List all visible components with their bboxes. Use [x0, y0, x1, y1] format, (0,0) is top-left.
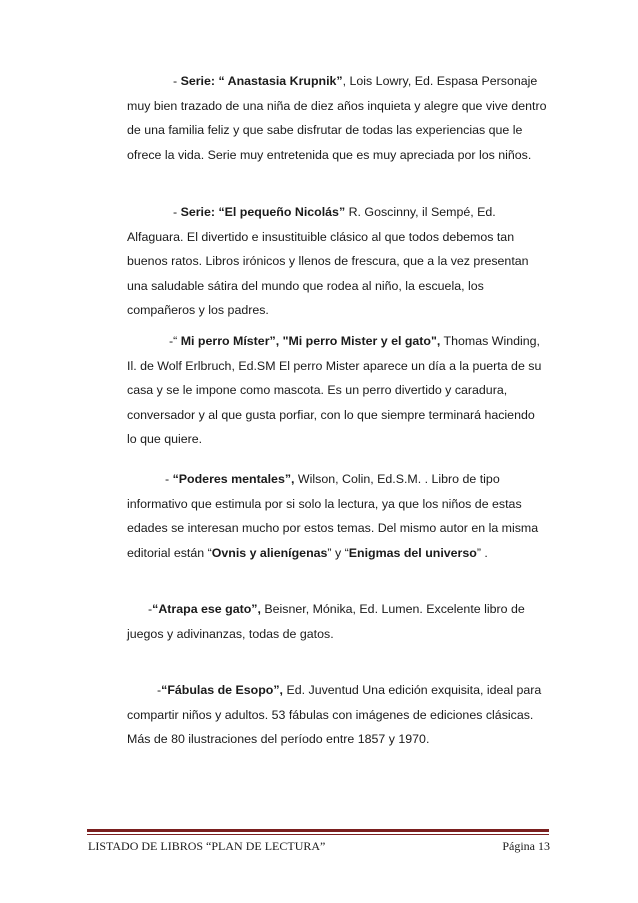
entry-dash: - — [165, 472, 173, 486]
entry-title: Serie: “ Anastasia Krupnik” — [180, 74, 343, 88]
entry-dash: - — [173, 74, 181, 88]
book-entry-mi-perro-mister — [127, 329, 547, 452]
entry-text: Wilson, Colin, Ed.S.M. . Libro de tipo informativo que estimula por si solo la lectura, ya que los niños de estas edades se interesan mucho por estos temas. Del mismo autor en la misma editorial están “ — [127, 472, 539, 560]
related-title-enigmas: Enigmas del universo — [348, 545, 477, 560]
footer-rule-thin — [87, 834, 549, 835]
entry-dash: - — [148, 602, 153, 616]
entry-title: “Poderes mentales”, — [172, 472, 295, 486]
entry-dash: -“ — [169, 334, 181, 348]
entry-title: Mi perro Míster”, "Mi perro Mister y el gato", — [180, 334, 441, 348]
footer-page-number: Página 13 — [502, 839, 550, 853]
book-entry-atrapa-ese-gato — [127, 597, 547, 646]
footer-document-title: LISTADO DE LIBROS “PLAN DE LECTURA” — [88, 839, 326, 853]
book-entry-anastasia-krupnik — [127, 69, 547, 167]
entry-text: Thomas Winding, Il. de Wolf Erlbruch, Ed.SM El perro Mister aparece un día a la puerta de su casa y se le impone como mascota. Es un perro divertido y caradura, conversador y al que gusta porfiar, con lo que siempre terminará haciendo lo que quiere. — [127, 334, 542, 447]
related-title-ovnis: Ovnis y alienígenas — [211, 545, 328, 560]
entry-title: “Atrapa ese gato”, — [152, 602, 261, 616]
book-entry-pequeno-nicolas — [127, 200, 547, 323]
entry-text-connector: ” y “ — [327, 545, 349, 560]
entry-dash: - — [157, 683, 162, 697]
entry-text-end: ” . — [476, 545, 488, 560]
entry-text: Beisner, Mónika, Ed. Lumen. Excelente libro de juegos y adivinanzas, todas de gatos. — [127, 602, 525, 641]
entry-text: , Lois Lowry, Ed. Espasa Personaje muy bien trazado de una niña de diez años inquieta y alegre que vive dentro de una familia feliz y que sabe disfrutar de todas las experiencias que le ofrece la vida. Serie muy entretenida que es muy apreciada por los niños. — [127, 74, 547, 162]
entry-title: Serie: “El pequeño Nicolás” — [180, 205, 346, 219]
book-entry-poderes-mentales — [127, 467, 547, 565]
entry-title: “Fábulas de Esopo”, — [161, 683, 284, 697]
footer-rule-thick — [87, 829, 549, 832]
book-entry-fabulas-de-esopo — [127, 678, 547, 752]
entry-text: R. Goscinny, il Sempé, Ed. Alfaguara. El divertido e insustituible clásico al que todos debemos tan buenos ratos. Libros irónicos y llenos de frescura, que a la vez presentan una saludable sátira del mundo que rodea al niño, la escuela, los compañeros y los padres. — [127, 205, 529, 318]
entry-text: Ed. Juventud Una edición exquisita, ideal para compartir niños y adultos. 53 fábulas con imágenes de ediciones clásicas. Más de 80 ilustraciones del período entre 1857 y 1970. — [127, 683, 542, 747]
entry-dash: - — [173, 205, 181, 219]
